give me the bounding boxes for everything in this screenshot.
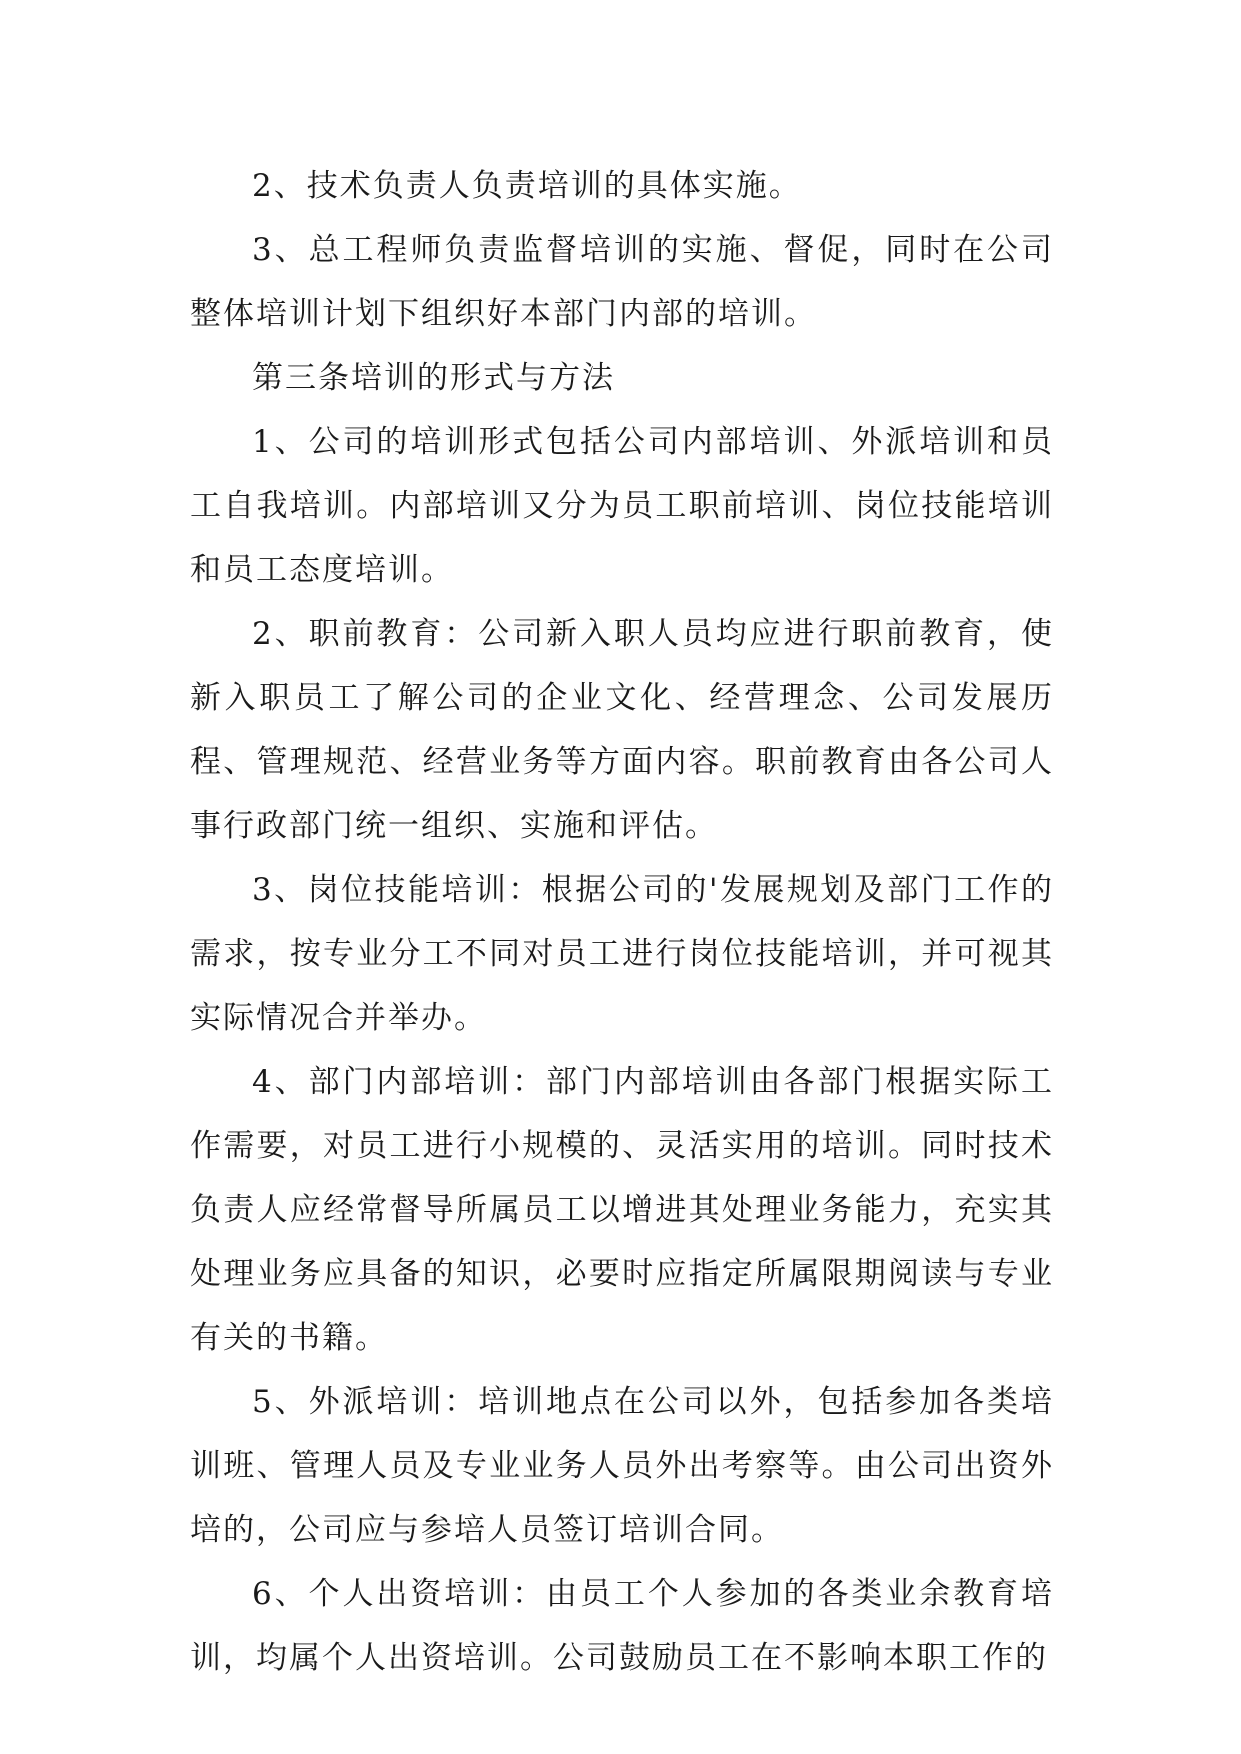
paragraph-item-3-chief-engineer: 3、总工程师负责监督培训的实施、督促，同时在公司整体培训计划下组织好本部门内部的培训。 [190, 232, 1054, 332]
paragraph-item-2-implementation: 2、技术负责人负责培训的具体实施。 [252, 168, 802, 204]
paragraph-external-training: 5、外派培训：培训地点在公司以外，包括参加各类培训班、管理人员及专业业务人员外出考察等。由公司出资外培的，公司应与参培人员签订培训合同。 [190, 1384, 1054, 1548]
paragraph-self-funded-training: 6、个人出资培训：由员工个人参加的各类业余教育培训，均属个人出资培训。公司鼓励员工在不影响本职工作的 [190, 1576, 1054, 1676]
paragraph-pre-job-education: 2、职前教育：公司新入职人员均应进行职前教育，使新入职员工了解公司的企业文化、经营理念、公司发展历程、管理规范、经营业务等方面内容。职前教育由各公司人事行政部门统一组织、实施和评估。 [190, 616, 1054, 844]
paragraph-training-forms: 1、公司的培训形式包括公司内部培训、外派培训和员工自我培训。内部培训又分为员工职前培训、岗位技能培训和员工态度培训。 [190, 424, 1054, 588]
paragraph-post-skill-training: 3、岗位技能培训：根据公司的'发展规划及部门工作的需求，按专业分工不同对员工进行岗位技能培训，并可视其实际情况合并举办。 [190, 872, 1054, 1036]
paragraph-department-internal-training: 4、部门内部培训：部门内部培训由各部门根据实际工作需要，对员工进行小规模的、灵活实用的培训。同时技术负责人应经常督导所属员工以增进其处理业务能力，充实其处理业务应具备的知识，必要时应指定所属限期阅读与专业有关的书籍。 [190, 1064, 1054, 1356]
section-heading-article-3: 第三条培训的形式与方法 [252, 360, 615, 396]
document-body [190, 154, 1054, 1690]
